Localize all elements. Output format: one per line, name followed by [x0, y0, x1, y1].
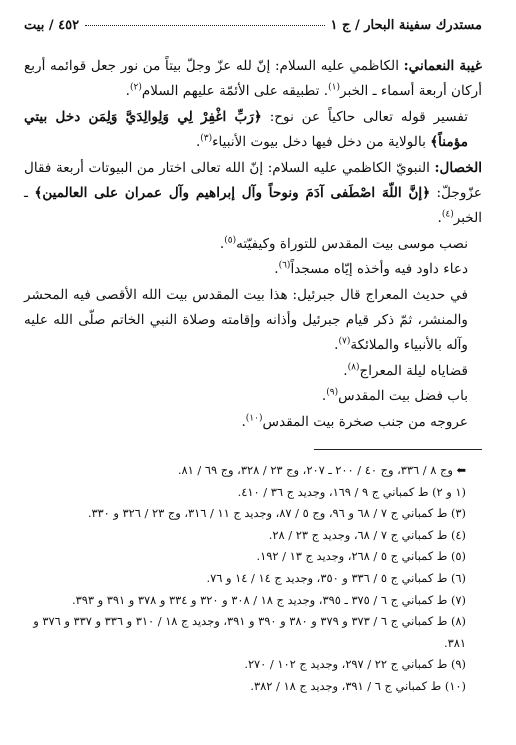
- paragraph-ghayba: غيبة النعماني: الكاظمي عليه السلام: إنّ لله عزّ وجلّ بيتاً من نور جعل قوائمه أربع أركان أربعة أسماء ـ الخبر$^{(١)}$. تطبيقه على الأئمّة عليهم السلام$^{(٢)}$.: [24, 58, 482, 100]
- footnote: (٨) ط كمباني ج ٦ / ٣٧٣ و ٣٧٩ و ٣٨٠ و ٣٩٠ و ٣٩١، وجديد ج ١٨ / ٣١٠ و ٣٣٦ و ٣٣٧ و ٣٧٦ و ٣٨١.: [33, 614, 466, 650]
- footnote-ref[interactable]: (٥): [224, 235, 237, 246]
- footnote: (٦) ط كمباني ج ٥ / ٣٣٦ و ٣٥٠، وجديد ج ١٤ / ١٤ و ٧٦.: [206, 571, 466, 586]
- book-page: [24, 18, 482, 735]
- footnote-ref[interactable]: (٩): [326, 387, 339, 398]
- header-dotted-leader: [85, 25, 324, 26]
- footnote-ref[interactable]: (٨): [347, 362, 360, 373]
- footnote: (٧) ط كمباني ج ٦ / ٣٧٥ ـ ٣٩٥، وجديد ج ١٨ / ٣٠٨ و ٣٢٠ و ٣٣٤ و ٣٧٨ و ٣٩١ و ٣٩٣.: [72, 592, 466, 607]
- footnote: ⬅ وج ٨ / ٣٣٦، وج ٤٠ / ٢٠٠ ـ ٢٠٧، وج ٢٣ / ٣٢٨، وج ٦٩ / ٨١.: [177, 463, 466, 478]
- main-text: [24, 54, 482, 435]
- footnote: (٥) ط كمباني ج ٥ / ٢٦٨، وجديد ج ١٣ / ١٩٢.: [256, 549, 466, 564]
- paragraph-bab: باب فضل بيت المقدس$^{(٩)}$.: [321, 387, 468, 405]
- paragraph-miraj: في حديث المعراج قال جبرئيل: هذا بيت المقدس بيت الله الأقصى فيه المحشر والمنشر، ثمّ ذكر قيام جبرئيل وأذانه وإقامته وصلاة النبي الخاتم صلّى الله عليه وآله بالأنبياء والملائكة$^{(٧)}$.: [24, 286, 468, 354]
- footnote: (٤) ط كمباني ج ٧ / ٦٨، وجديد ج ٢٣ / ٢٨.: [268, 527, 466, 542]
- footnote-ref[interactable]: (٦): [278, 260, 291, 271]
- footnote: (٩) ط كمباني ج ٢٢ / ٢٩٧، وجديد ج ١٠٢ / ٢٧٠.: [244, 657, 466, 672]
- footnote-ref[interactable]: (٢): [129, 82, 142, 93]
- quran-quote: ﴿إنَّ اللّهَ اصْطَفى آدَمَ ونوحاً وآل إبراهيم وآل عمران على العالمين﴾: [34, 185, 431, 202]
- paragraph-qadaya: قضاياه ليلة المعراج$^{(٨)}$.: [343, 362, 468, 379]
- paragraph-tafsir: تفسير قوله تعالى حاكياً عن نوح: ﴿رَبِّ اغْفِرْ لِي وَلِوالِدَيَّ وَلِمَن دخل بيتي مؤمناً﴾ بالولاية من دخل فيها دخل بيوت الأنبياء$^{(٣)}$.: [24, 108, 468, 151]
- source-heading: غيبة النعماني:: [403, 58, 482, 74]
- footnote-ref[interactable]: (٣): [200, 133, 213, 144]
- paragraph-musa: نصب موسى بيت المقدس للتوراة وكيفيّته$^{(٥)}$.: [219, 235, 468, 252]
- footnote-ref[interactable]: (١٠): [245, 413, 263, 424]
- page-number: ٤٥٢ / بيت: [24, 18, 80, 33]
- footnote: (١٠) ط كمباني ج ٦ / ٣٩١، وجديد ج ١٨ / ٣٨٢.: [250, 679, 466, 694]
- running-header: [24, 18, 482, 40]
- footnotes: [24, 460, 482, 698]
- footnote-separator: [314, 449, 482, 450]
- footnote-ref[interactable]: (٤): [441, 209, 454, 220]
- quran-quote: ﴿رَبِّ اغْفِرْ لِي وَلِوالِدَيَّ وَلِمَن دخل بيتي مؤمناً﴾: [24, 108, 468, 151]
- footnote: (١ و ٢) ط كمباني ج ٩ / ١٦٩، وجديد ج ٣٦ / ٤١٠.: [237, 484, 466, 499]
- paragraph-khisal: الخصال: النبويّ الكاظمي عليه السلام: إنّ الله تعالى اختار من البيوتات أربعة فقال عزّوجلّ: ﴿إنَّ اللّهَ اصْطَفى آدَمَ ونوحاً وآل إبراهيم وآل عمران على العالمين﴾ ـ الخبر$^{(٤)}$.: [24, 159, 482, 227]
- footnote: (٣) ط كمباني ج ٧ / ٦٨ و ٩٦، وج ٥ / ٨٧، وجديد ج ١١ / ٣١٦، وج ٢٣ / ٣٢٦ و ٣٣٠.: [87, 506, 466, 521]
- footnote-ref[interactable]: (٧): [338, 336, 351, 347]
- footnote-ref[interactable]: (١): [328, 82, 340, 93]
- book-title: مستدرك سفينة البحار / ج ١: [330, 18, 482, 33]
- source-heading: الخصال:: [434, 159, 482, 176]
- paragraph-dawud: دعاء داود فيه وأخذه إيّاه مسجداً$^{(٦)}$.: [274, 260, 468, 278]
- paragraph-uruj: عروجه من جنب صخرة بيت المقدس$^{(١٠)}$.: [241, 413, 468, 430]
